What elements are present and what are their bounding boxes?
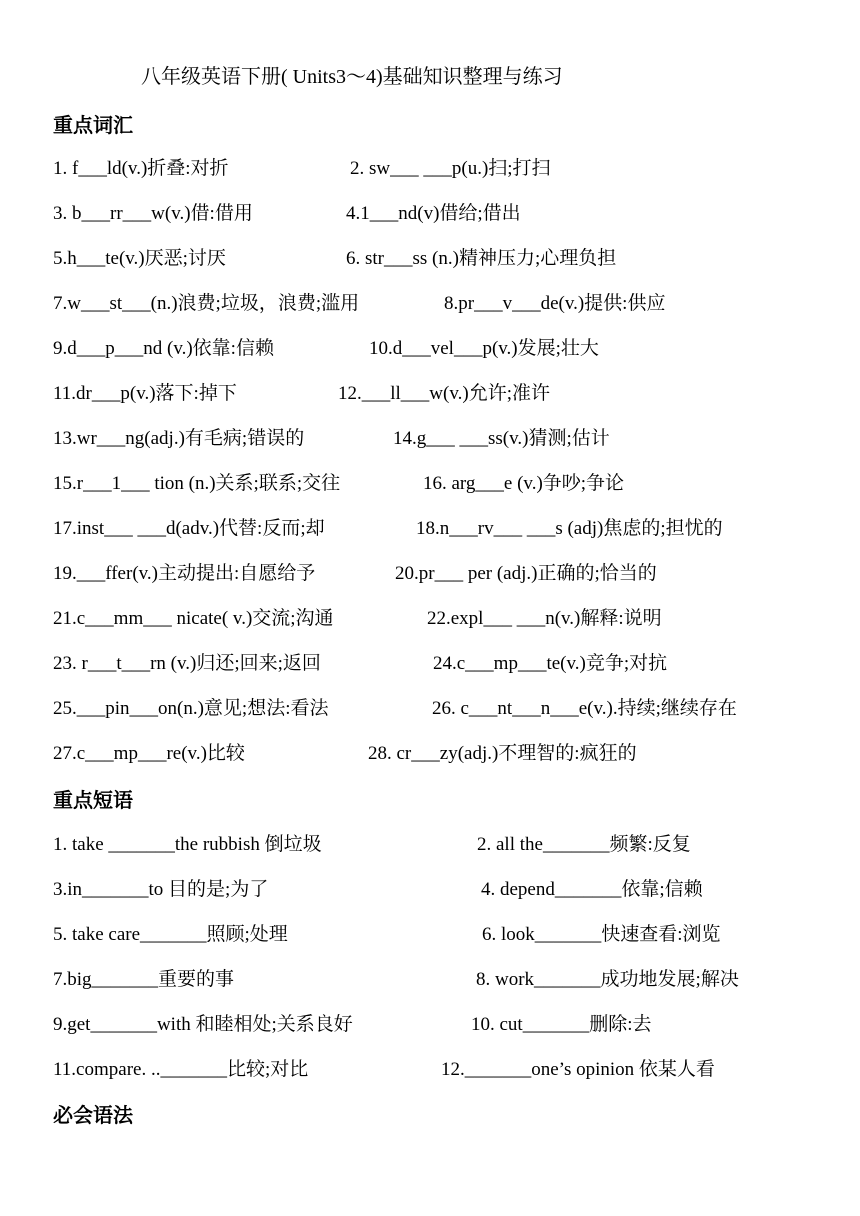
phrase-row	[0, 919, 860, 949]
phrase-item: 4. depend_______依靠;信赖	[481, 879, 703, 900]
phrase-item: 10. cut_______删除:去	[471, 1014, 652, 1035]
vocab-item: 13.wr___ng(adj.)有毛病;错误的	[53, 428, 305, 449]
phrase-item: 6. look_______快速查看:浏览	[482, 924, 721, 945]
phrase-item: 1. take _______the rubbish 倒垃圾	[53, 834, 322, 855]
phrase-row	[0, 874, 860, 904]
phrase-item: 12._______one’s opinion 依某人看	[441, 1059, 715, 1080]
vocab-item: 7.w___st___(n.)浪费;垃圾，浪费;滥用	[53, 293, 360, 314]
vocab-row	[0, 423, 860, 453]
vocab-item: 2. sw___ ___p(u.)扫;打扫	[350, 158, 551, 179]
vocab-item: 22.expl___ ___n(v.)解释:说明	[427, 608, 662, 629]
vocab-row	[0, 333, 860, 363]
phrase-item: 7.big_______重要的事	[53, 969, 235, 990]
vocab-section-heading: 重点词汇	[53, 115, 133, 137]
vocab-item: 18.n___rv___ ___s (adj)焦虑的;担忧的	[416, 518, 723, 539]
vocab-row	[0, 603, 860, 633]
phrase-item: 8. work_______成功地发展;解决	[476, 969, 739, 990]
vocab-item: 8.pr___v___de(v.)提供:供应	[444, 293, 666, 314]
vocab-item: 27.c___mp___re(v.)比较	[53, 743, 245, 764]
phrase-section-heading: 重点短语	[53, 790, 133, 812]
vocab-item: 20.pr___ per (adj.)正确的;恰当的	[395, 563, 657, 584]
vocab-row	[0, 648, 860, 678]
vocab-row	[0, 738, 860, 768]
vocab-item: 14.g___ ___ss(v.)猜测;估计	[393, 428, 610, 449]
vocab-item: 23. r___t___rn (v.)归还;回来;返回	[53, 653, 321, 674]
phrase-row	[0, 1009, 860, 1039]
vocab-item: 24.c___mp___te(v.)竞争;对抗	[433, 653, 668, 674]
phrase-item: 11.compare. .._______比较;对比	[53, 1059, 309, 1080]
page-title: 八年级英语下册( Units3～4)基础知识整理与练习	[141, 66, 563, 88]
vocab-row	[0, 378, 860, 408]
vocab-item: 10.d___vel___p(v.)发展;壮大	[369, 338, 599, 359]
phrase-item: 2. all the_______频繁:反复	[477, 834, 691, 855]
vocab-item: 12.___ll___w(v.)允许;准许	[338, 383, 550, 404]
vocab-item: 4.1___nd(v)借给;借出	[346, 203, 521, 224]
vocab-item: 3. b___rr___w(v.)借:借用	[53, 203, 253, 224]
vocab-item: 28. cr___zy(adj.)不理智的:疯狂的	[368, 743, 637, 764]
phrase-item: 3.in_______to 目的是;为了	[53, 879, 269, 900]
vocab-item: 21.c___mm___ nicate( v.)交流;沟通	[53, 608, 334, 629]
phrase-row	[0, 829, 860, 859]
phrase-row	[0, 964, 860, 994]
vocab-item: 1. f___ld(v.)折叠:对折	[53, 158, 229, 179]
vocab-item: 25.___pin___on(n.)意见;想法:看法	[53, 698, 329, 719]
vocab-item: 11.dr___p(v.)落下:掉下	[53, 383, 237, 404]
grammar-section-heading: 必会语法	[53, 1105, 133, 1127]
vocab-item: 5.h___te(v.)厌恶;讨厌	[53, 248, 226, 269]
vocab-item: 17.inst___ ___d(adv.)代替:反而;却	[53, 518, 325, 539]
vocab-item: 16. arg___e (v.)争吵;争论	[423, 473, 625, 494]
vocab-row	[0, 288, 860, 318]
vocab-item: 9.d___p___nd (v.)依靠:信赖	[53, 338, 274, 359]
vocab-row	[0, 468, 860, 498]
vocab-item: 26. c___nt___n___e(v.).持续;继续存在	[432, 698, 737, 719]
vocab-row	[0, 153, 860, 183]
vocab-item: 6. str___ss (n.)精神压力;心理负担	[346, 248, 617, 269]
vocab-item: 19.___ffer(v.)主动提出:自愿给予	[53, 563, 316, 584]
vocab-row	[0, 558, 860, 588]
phrase-row	[0, 1054, 860, 1084]
vocab-row	[0, 513, 860, 543]
phrase-item: 5. take care_______照顾;处理	[53, 924, 288, 945]
vocab-item: 15.r___1___ tion (n.)关系;联系;交往	[53, 473, 341, 494]
vocab-row	[0, 198, 860, 228]
vocab-row	[0, 243, 860, 273]
phrase-item: 9.get_______with 和睦相处;关系良好	[53, 1014, 353, 1035]
vocab-row	[0, 693, 860, 723]
